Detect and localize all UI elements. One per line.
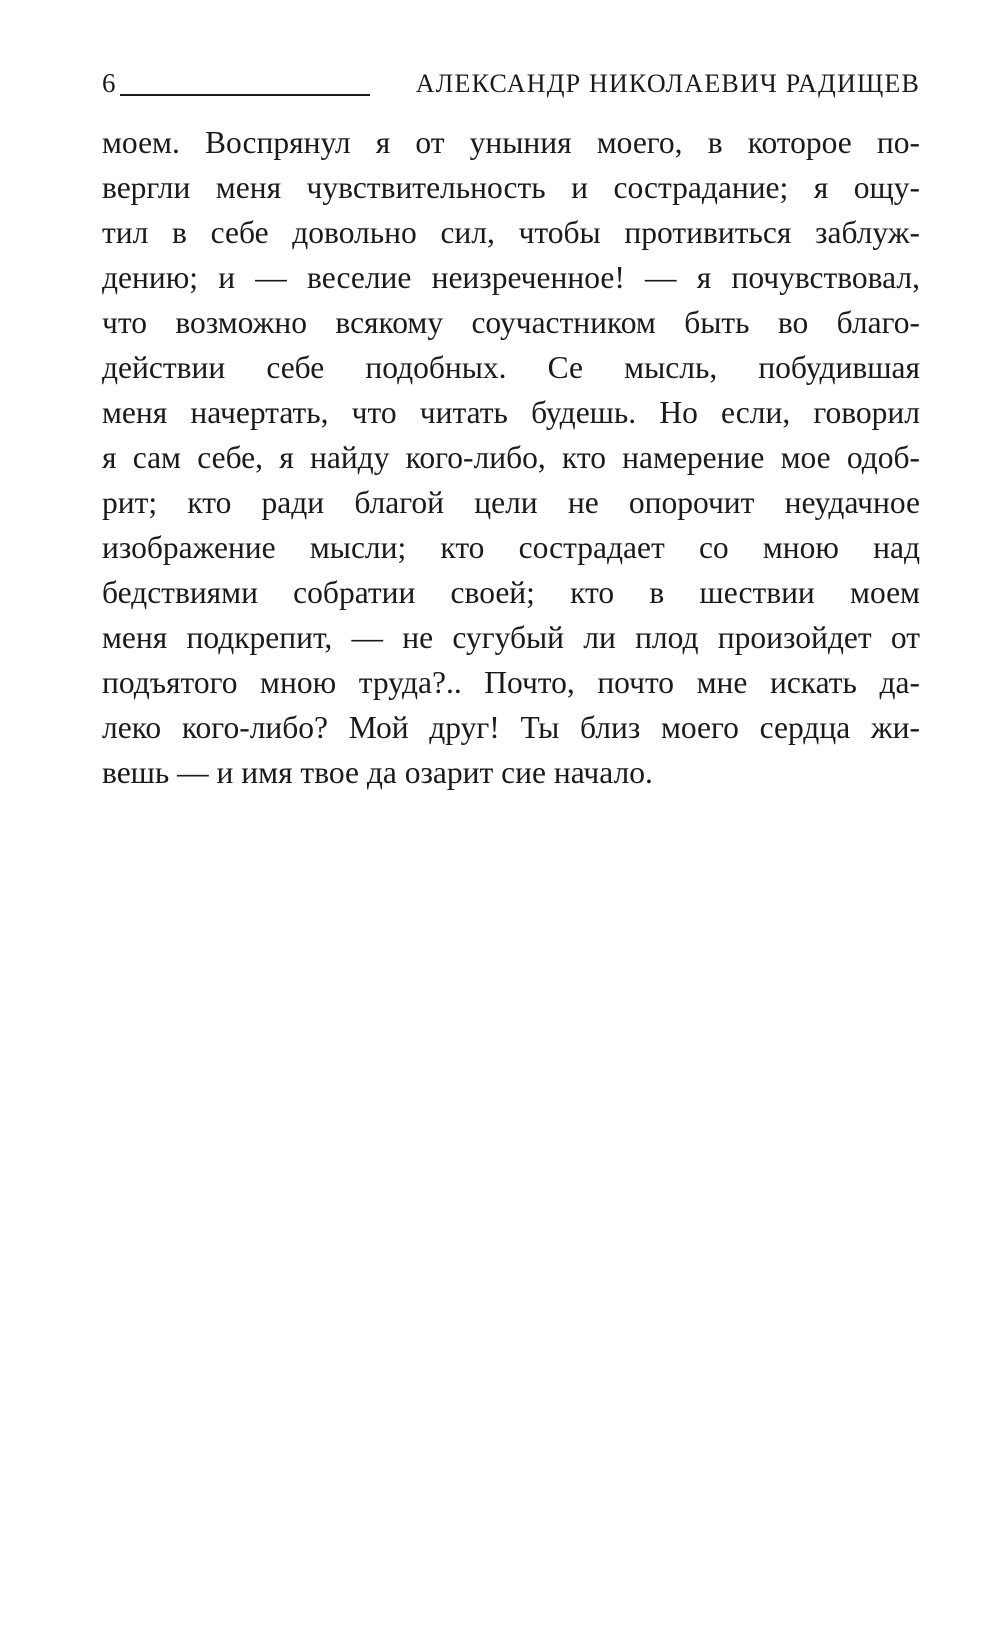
running-title: АЛЕКСАНДР НИКОЛАЕВИЧ РАДИЩЕВ [415, 69, 920, 98]
running-header [102, 64, 920, 100]
text-line: изображение мысли; кто сострадает со мною над [102, 530, 920, 565]
text-line: действии себе подобных. Се мысль, побудившая [102, 350, 920, 385]
header-rule [120, 94, 370, 96]
text-line: моем. Воспрянул я от уныния моего, в которое по- [102, 125, 920, 160]
text-line: бедствиями собратии своей; кто в шествии моем [102, 575, 920, 610]
text-line: вешь — и имя твое да озарит сие начало. [102, 755, 653, 790]
text-line: вергли меня чувствительность и сострадание; я ощу- [102, 170, 920, 205]
text-line: подъятого мною труда?.. Почто, почто мне искать да- [102, 665, 920, 700]
text-line: тил в себе довольно сил, чтобы противиться заблуж- [102, 215, 920, 250]
text-line: дению; и — веселие неизреченное! — я почувствовал, [102, 260, 920, 295]
text-line: рит; кто ради благой цели не опорочит неудачное [102, 485, 920, 520]
body-text [102, 120, 920, 795]
text-line: я сам себе, я найду кого-либо, кто намерение мое одоб- [102, 440, 920, 475]
page-number: 6 [102, 68, 116, 98]
text-line: леко кого-либо? Мой друг! Ты близ моего сердца жи- [102, 710, 920, 745]
text-line: меня подкрепит, — не сугубый ли плод произойдет от [102, 620, 920, 655]
text-line: что возможно всякому соучастником быть во благо- [102, 305, 920, 340]
text-line: меня начертать, что читать будешь. Но если, говорил [102, 395, 920, 430]
